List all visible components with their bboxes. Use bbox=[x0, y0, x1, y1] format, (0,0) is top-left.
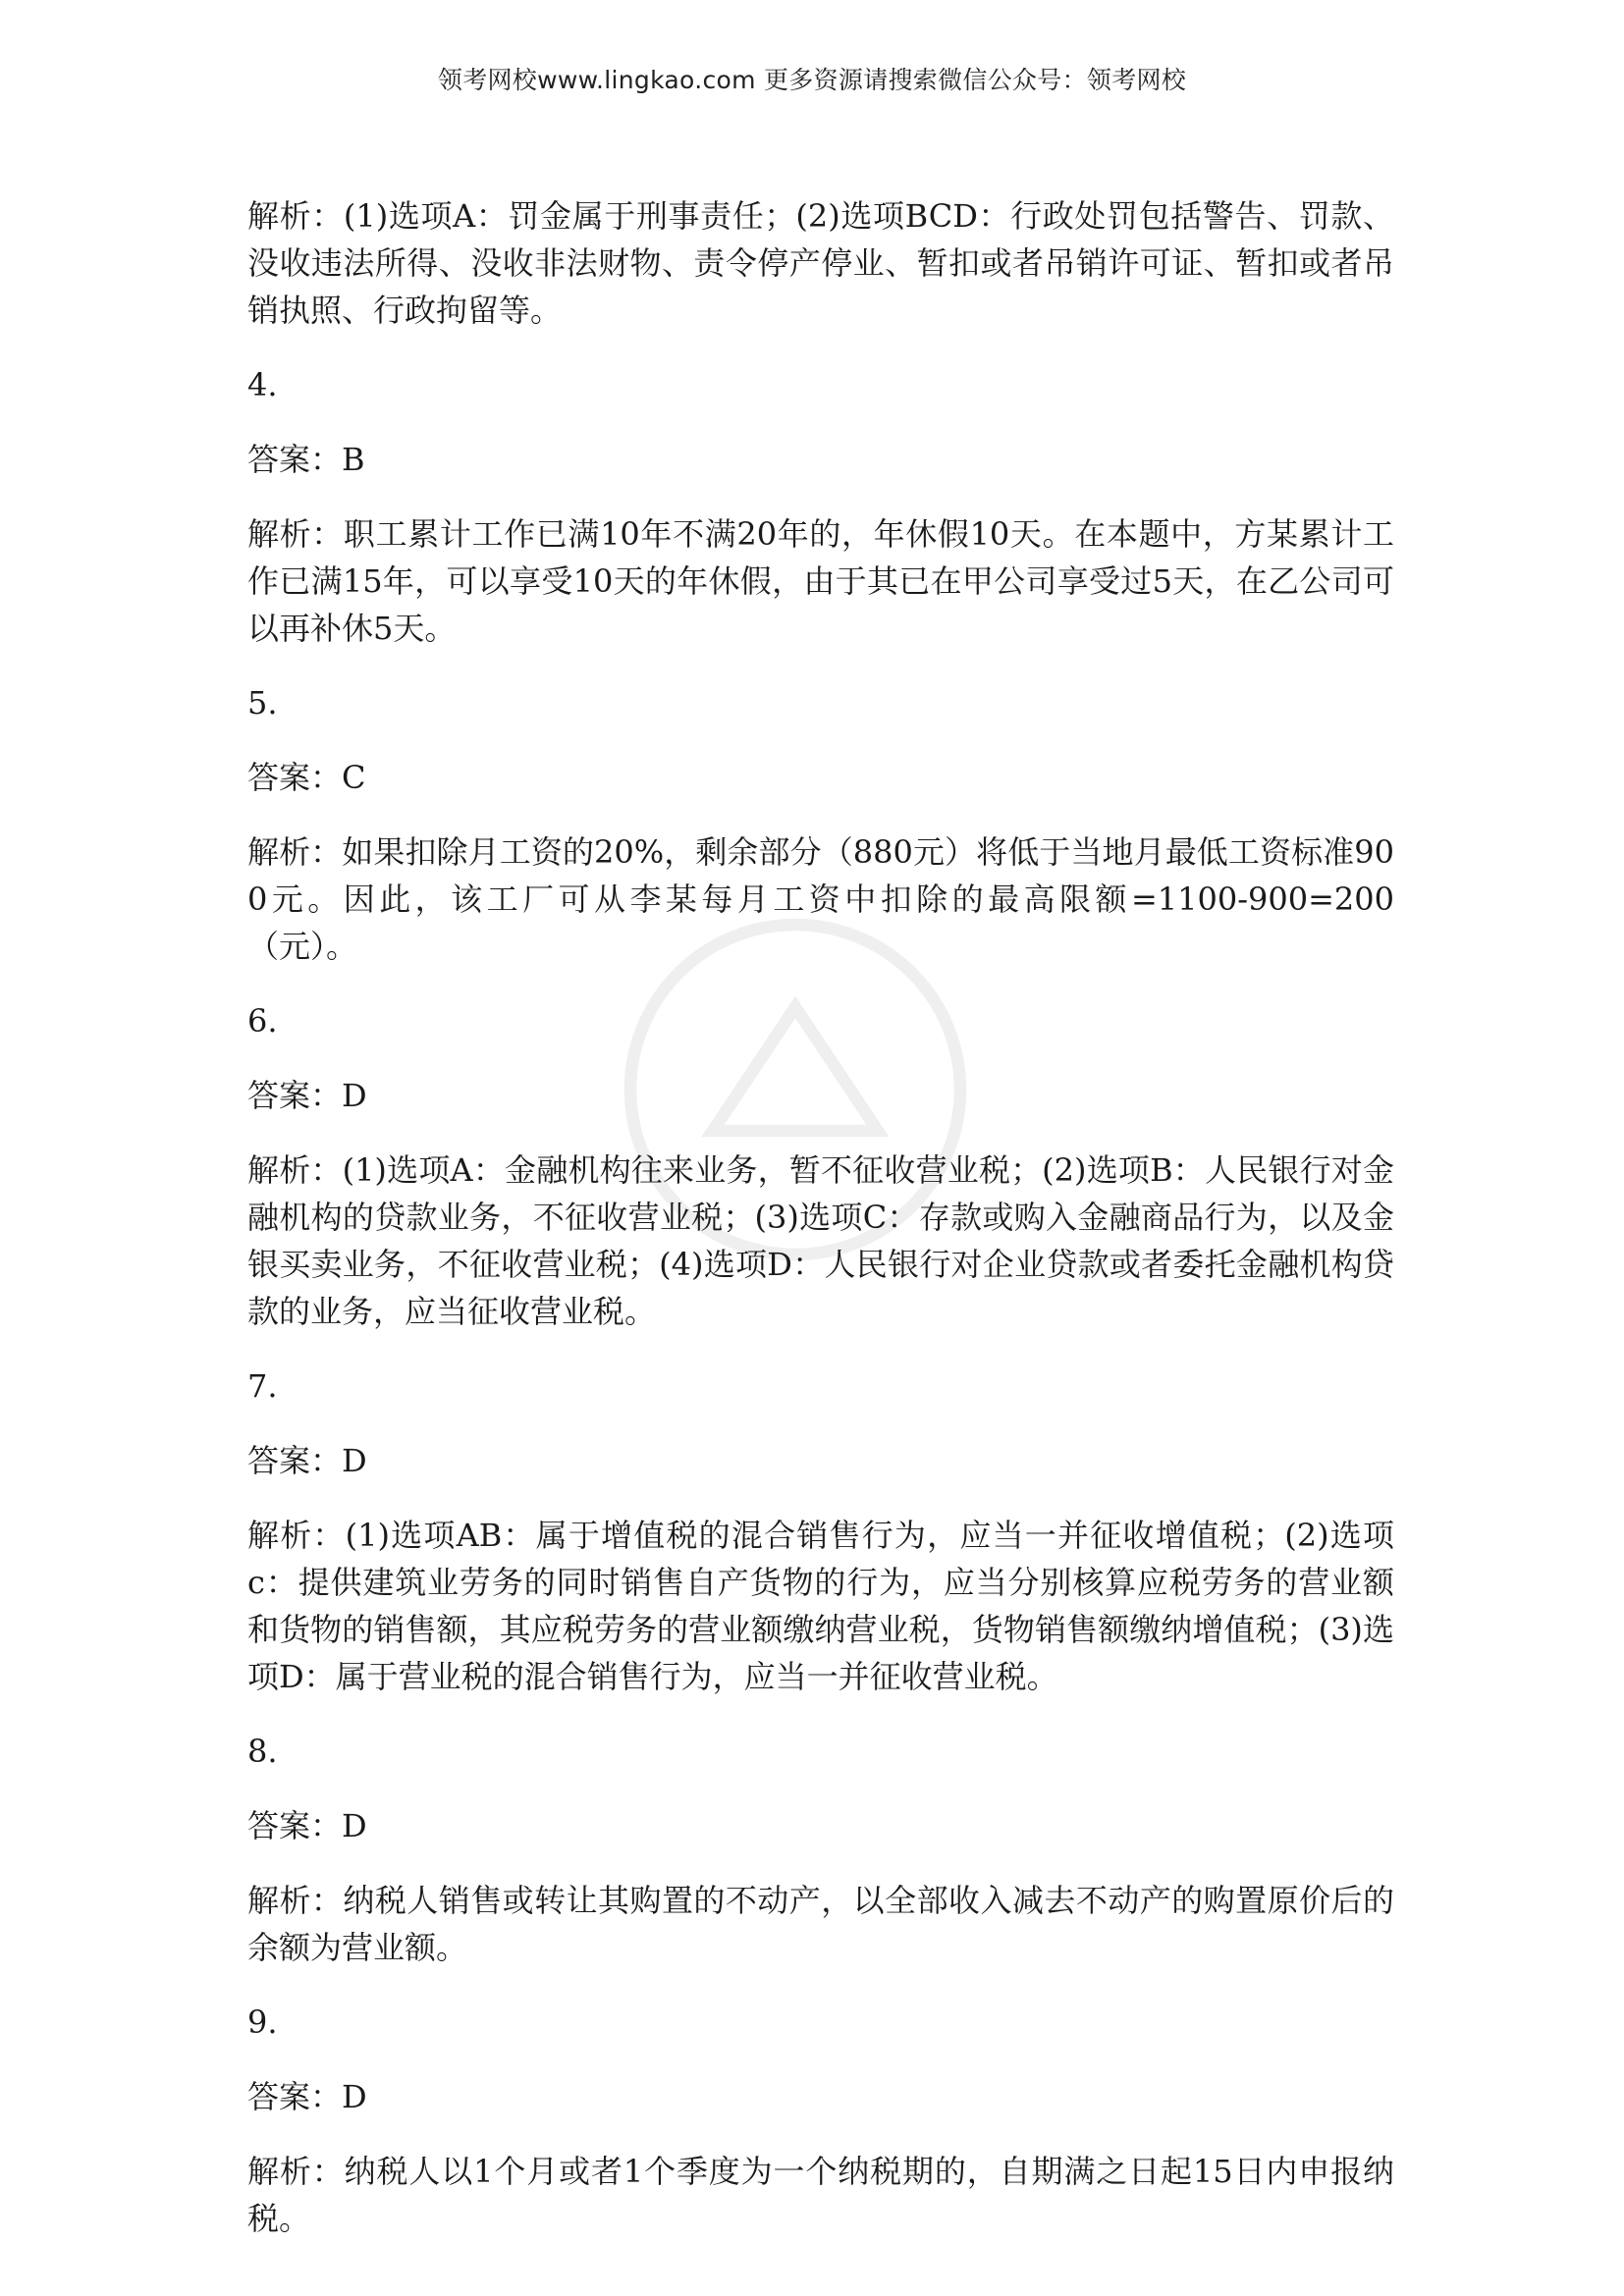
analysis-text: 解析：职工累计工作已满10年不满20年的，年休假10天。在本题中，方某累计工作已满15年，可以享受10天的年休假，由于其已在甲公司享受过5天，在乙公司可以再补休5天。 bbox=[247, 515, 1394, 647]
page-header: 领考网校www.lingkao.com 更多资源请搜索微信公众号：领考网校 bbox=[437, 66, 1187, 94]
answer-text: 答案：B bbox=[247, 441, 365, 478]
answer-text: 答案：D bbox=[247, 1442, 367, 1479]
analysis-text: 解析：如果扣除月工资的20%，剩余部分（880元）将低于当地月最低工资标准900元。因此，该工厂可从李某每月工资中扣除的最高限额=1100-900=200（元）。 bbox=[247, 833, 1394, 965]
section-8 bbox=[247, 1728, 1394, 1971]
analysis-text: 解析：(1)选项A：罚金属于刑事责任；(2)选项BCD：行政处罚包括警告、罚款、没收违法所得、没收非法财物、责令停产停业、暂扣或者吊销许可证、暂扣或者吊销执照、行政拘留等。 bbox=[247, 197, 1394, 329]
analysis-text: 解析：纳税人销售或转让其购置的不动产，以全部收入减去不动产的购置原价后的余额为营业额。 bbox=[247, 1882, 1394, 1966]
analysis-text: 解析：纳税人以1个月或者1个季度为一个纳税期的，自期满之日起15日内申报纳税。 bbox=[247, 2153, 1394, 2237]
question-number: 6. bbox=[247, 1002, 278, 1040]
question-number: 8. bbox=[247, 1733, 278, 1770]
answer-text: 答案：D bbox=[247, 1807, 367, 1844]
analysis-text: 解析：(1)选项AB：属于增值税的混合销售行为，应当一并征收增值税；(2)选项c：提供建筑业劳务的同时销售自产货物的行为，应当分别核算应税劳务的营业额和货物的销售额，其应税劳务的营业额缴纳营业税，货物销售额缴纳增值税；(3)选项D：属于营业税的混合销售行为，应当一并征收营业税。 bbox=[247, 1517, 1394, 1695]
section-5 bbox=[247, 679, 1394, 970]
question-number: 4. bbox=[247, 366, 278, 403]
answer-text: 答案：D bbox=[247, 2078, 367, 2115]
answer-text: 答案：D bbox=[247, 1077, 367, 1114]
question-number: 9. bbox=[247, 2003, 278, 2041]
answer-text: 答案：C bbox=[247, 759, 366, 796]
analysis-text: 解析：(1)选项A：金融机构往来业务，暂不征收营业税；(2)选项B：人民银行对金融机构的贷款业务，不征收营业税；(3)选项C：存款或购入金融商品行为，以及金银买卖业务，不征收营业税；(4)选项D：人民银行对企业贷款或者委托金融机构贷款的业务，应当征收营业税。 bbox=[247, 1151, 1394, 1330]
question-number: 7. bbox=[247, 1367, 278, 1405]
section-7 bbox=[247, 1362, 1394, 1700]
document-body bbox=[247, 192, 1394, 2269]
question-number: 5. bbox=[247, 684, 278, 721]
section-6 bbox=[247, 997, 1394, 1335]
section-4 bbox=[247, 361, 1394, 652]
section-3 bbox=[247, 192, 1394, 334]
section-9 bbox=[247, 1999, 1394, 2242]
